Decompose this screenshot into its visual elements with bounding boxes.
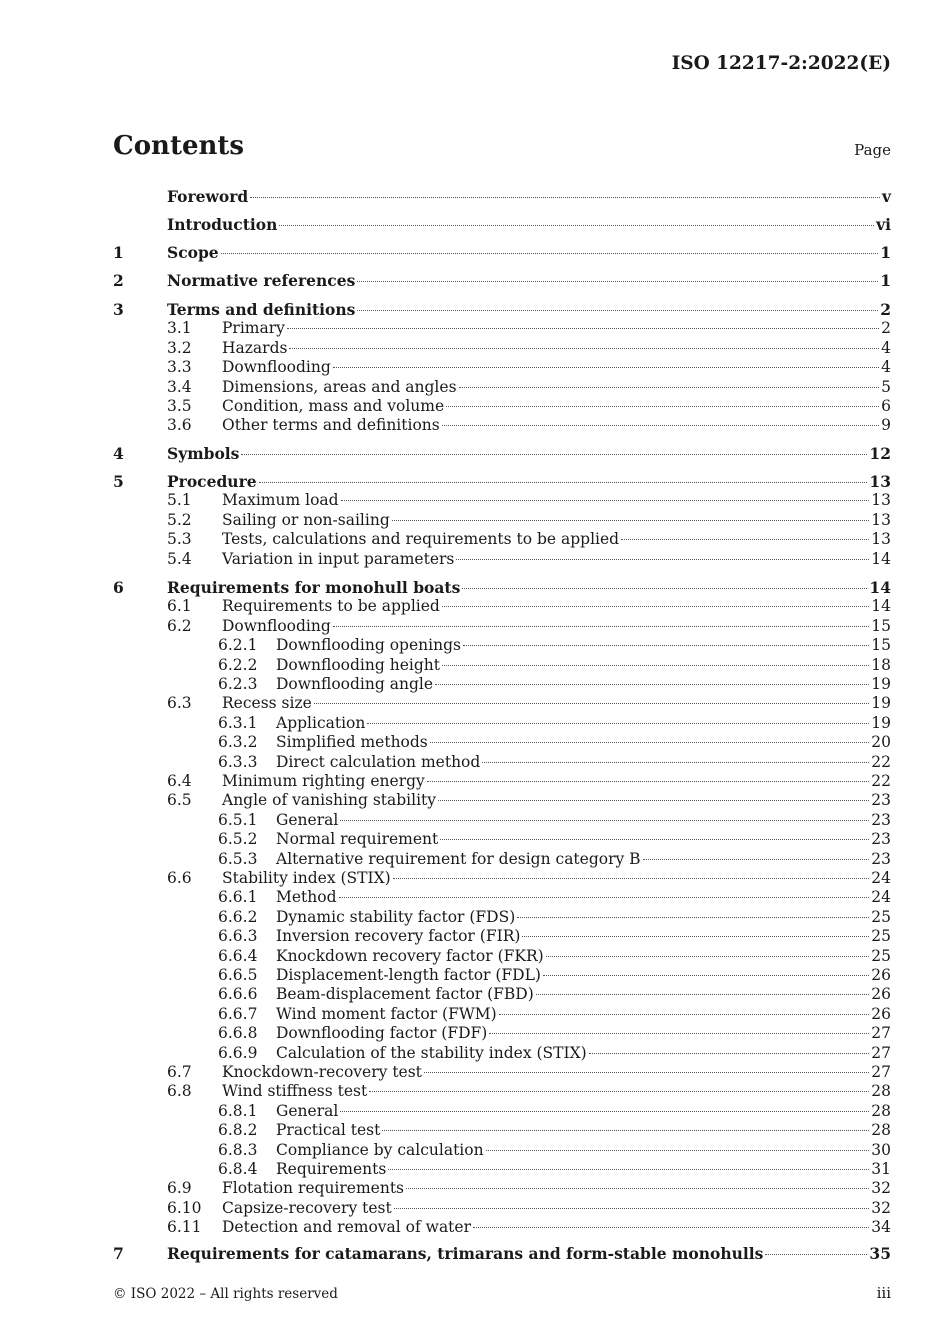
toc-entry-number: 6.6.8: [218, 1024, 258, 1043]
toc-entry-page: 28: [871, 1082, 891, 1101]
dot-leader: [543, 975, 869, 976]
dot-leader: [341, 500, 870, 501]
toc-entry[interactable]: [113, 811, 891, 830]
dot-leader: [442, 665, 869, 666]
toc-entry-title: Primary: [222, 319, 285, 338]
dot-leader: [340, 1111, 869, 1112]
toc-entry[interactable]: [113, 714, 891, 733]
toc-entry[interactable]: [113, 1160, 891, 1179]
toc-entry-number: 6.8.1: [218, 1101, 258, 1120]
toc-entry-title: Maximum load: [222, 491, 339, 510]
toc-entry-number: 5.4: [167, 549, 192, 568]
toc-entry[interactable]: [113, 1044, 891, 1063]
toc-entry[interactable]: [113, 397, 891, 416]
dot-leader: [442, 425, 879, 426]
toc-entry[interactable]: [113, 908, 891, 927]
toc-entry-number: 3.4: [167, 377, 192, 396]
toc-entry-number: 6.6.4: [218, 946, 258, 965]
toc-entry[interactable]: [113, 966, 891, 985]
toc-entry-page: 23: [871, 830, 891, 849]
toc-entry-number: 6.8: [167, 1082, 192, 1101]
toc-entry-title: Downflooding openings: [276, 636, 461, 655]
toc-entry-number: 4: [113, 444, 124, 463]
toc-entry-page: 15: [871, 616, 891, 635]
toc-entry-page: 28: [871, 1101, 891, 1120]
toc-entry-number: 6.10: [167, 1198, 202, 1217]
toc-entry-title: Requirements: [276, 1160, 387, 1178]
dot-leader: [442, 606, 869, 607]
toc-entry-number: 6.8.3: [218, 1140, 258, 1159]
dot-leader: [463, 645, 869, 646]
dot-leader: [279, 225, 874, 226]
dot-leader: [369, 1091, 869, 1092]
toc-entry-page: 28: [871, 1121, 891, 1140]
toc-entry-page: 23: [871, 791, 891, 810]
toc-entry-title: Wind stiffness test: [222, 1082, 368, 1101]
toc-entry-number: 6.5: [167, 791, 192, 810]
page-number: iii: [876, 1284, 891, 1302]
dot-leader: [394, 1208, 870, 1209]
toc-entry-number: 5: [113, 472, 124, 491]
dot-leader: [241, 454, 867, 455]
toc-entry[interactable]: [113, 947, 891, 966]
toc-entry-title: Knockdown-recovery test: [222, 1063, 422, 1081]
toc-entry[interactable]: [113, 271, 891, 290]
dot-leader: [339, 897, 870, 898]
toc-entry[interactable]: [113, 694, 891, 713]
toc-entry-number: 6.7: [167, 1063, 192, 1081]
toc-entry[interactable]: [113, 830, 891, 849]
toc-entry-page: 34: [871, 1218, 891, 1237]
toc-entry[interactable]: [113, 791, 891, 810]
toc-entry-title: Recess size: [222, 694, 312, 713]
toc-entry[interactable]: [113, 378, 891, 397]
toc-entry-page: 19: [871, 713, 891, 732]
dot-leader: [314, 703, 869, 704]
toc-entry-title: Procedure: [167, 472, 257, 491]
toc-entry-page: 14: [869, 578, 891, 597]
toc-entry-title: Variation in input parameters: [222, 549, 455, 568]
toc-entry-number: 6.6.5: [218, 966, 258, 984]
dot-leader: [482, 762, 869, 763]
toc-entry-page: 27: [871, 1043, 891, 1062]
toc-entry-number: 3.3: [167, 358, 192, 377]
toc-entry-page: 14: [871, 597, 891, 616]
toc-entry-title: Angle of vanishing stability: [222, 791, 437, 810]
dot-leader: [536, 994, 869, 995]
dot-leader: [427, 781, 869, 782]
toc-entry-number: 6.3: [167, 694, 192, 713]
dot-leader: [357, 281, 878, 282]
toc-entry-page: 15: [871, 636, 891, 655]
toc-entry-title: Application: [276, 713, 366, 732]
toc-entry-title: Wind moment factor (FWM): [276, 1004, 497, 1023]
toc-entry-number: 7: [113, 1244, 124, 1263]
toc-entry-title: Beam-displacement factor (FBD): [276, 985, 534, 1004]
toc-entry-title: Displacement-length factor (FDL): [276, 966, 541, 984]
toc-entry[interactable]: [113, 675, 891, 694]
toc-entry-number: 6.2.3: [218, 675, 258, 693]
toc-entry-title: Normative references: [167, 271, 356, 290]
toc-entry[interactable]: [113, 1102, 891, 1121]
toc-entry[interactable]: [113, 850, 891, 869]
toc-entry-page: 23: [871, 810, 891, 829]
toc-entry-number: 6.6.2: [218, 907, 258, 926]
toc-entry-page: 12: [869, 444, 891, 463]
toc-entry-title: Introduction: [167, 214, 278, 234]
toc-entry[interactable]: [113, 1244, 891, 1263]
toc-entry[interactable]: [113, 1218, 891, 1237]
dot-leader: [388, 1169, 869, 1170]
toc-entry-title: Condition, mass and volume: [222, 397, 445, 415]
toc-entry-title: Requirements for catamarans, trimarans and form-stable monohulls: [167, 1244, 764, 1263]
dot-leader: [446, 406, 879, 407]
toc-entry-title: Symbols: [167, 444, 240, 463]
toc-entry-number: 6.6.1: [218, 888, 258, 907]
toc-entry-page: 13: [871, 510, 891, 529]
toc-entry[interactable]: [113, 319, 891, 338]
toc-entry[interactable]: [113, 733, 891, 752]
toc-entry-number: 6.2.2: [218, 655, 258, 674]
toc-entry-title: Simplified methods: [276, 733, 428, 752]
toc-entry[interactable]: [113, 444, 891, 463]
toc-entry-number: 6.5.2: [218, 830, 258, 849]
toc-entry[interactable]: [113, 1005, 891, 1024]
toc-entry-page: 22: [871, 772, 891, 790]
toc-entry-title: Downflooding height: [276, 655, 440, 674]
toc-entry-number: 3.5: [167, 397, 192, 415]
toc-entry-title: Dynamic stability factor (FDS): [276, 907, 516, 926]
toc-entry[interactable]: [113, 511, 891, 530]
toc-entry[interactable]: [113, 187, 891, 206]
toc-entry-title: Alternative requirement for design category B: [276, 849, 641, 868]
dot-leader: [221, 253, 879, 254]
dot-leader: [357, 310, 878, 311]
toc-entry[interactable]: [113, 1024, 891, 1043]
toc-entry-number: 6.3.2: [218, 733, 258, 752]
dot-leader: [435, 684, 869, 685]
toc-entry-number: 6.6.6: [218, 985, 258, 1004]
toc-entry-title: Inversion recovery factor (FIR): [276, 927, 521, 946]
dot-leader: [462, 588, 867, 589]
toc-entry-title: Sailing or non-sailing: [222, 510, 390, 529]
dot-leader: [486, 1150, 870, 1151]
toc-entry-page: 2: [881, 319, 891, 338]
toc-entry-number: 2: [113, 271, 124, 290]
toc-entry[interactable]: [113, 1199, 891, 1218]
toc-entry-page: 23: [871, 849, 891, 868]
toc-entry-number: 3.6: [167, 416, 192, 435]
toc-entry-number: 3.1: [167, 319, 192, 338]
dot-leader: [289, 348, 879, 349]
toc-entry-number: 6: [113, 578, 124, 597]
toc-entry[interactable]: [113, 617, 891, 636]
dot-leader: [333, 626, 869, 627]
toc-entry-page: 4: [881, 338, 891, 357]
dot-leader: [250, 197, 880, 198]
toc-entry-page: 32: [871, 1198, 891, 1217]
toc-entry-title: Detection and removal of water: [222, 1218, 471, 1237]
toc-entry-number: 6.3.1: [218, 713, 258, 732]
toc-entry[interactable]: [113, 472, 891, 491]
toc-entry-title: Other terms and definitions: [222, 416, 440, 435]
toc-entry[interactable]: [113, 985, 891, 1004]
dot-leader: [367, 723, 869, 724]
toc-entry-title: Requirements for monohull boats: [167, 578, 461, 597]
dot-leader: [333, 367, 879, 368]
toc-entry-title: Stability index (STIX): [222, 869, 391, 887]
toc-entry-page: 1: [880, 243, 891, 262]
toc-entry-page: 9: [881, 416, 891, 435]
toc-entry-title: Terms and definitions: [167, 300, 356, 319]
toc-entry-number: 6.11: [167, 1218, 202, 1237]
toc-entry-page: 1: [880, 271, 891, 290]
toc-entry-page: 13: [869, 472, 891, 491]
toc-entry[interactable]: [113, 636, 891, 655]
toc-entry-number: 6.9: [167, 1179, 192, 1198]
toc-entry-page: 24: [871, 888, 891, 907]
toc-entry-page: 25: [871, 907, 891, 926]
toc-entry-number: 5.1: [167, 491, 192, 510]
toc-entry-number: 6.6: [167, 869, 192, 887]
toc-entry[interactable]: [113, 578, 891, 597]
toc-entry[interactable]: [113, 416, 891, 435]
toc-entry[interactable]: [113, 1141, 891, 1160]
toc-entry-page: 6: [881, 397, 891, 415]
toc-entry-title: Downflooding: [222, 616, 331, 635]
dot-leader: [392, 520, 870, 521]
dot-leader: [287, 328, 879, 329]
toc-entry-title: Capsize-recovery test: [222, 1198, 392, 1217]
toc-entry-page: 13: [871, 491, 891, 510]
toc-entry[interactable]: [113, 1063, 891, 1082]
toc-entry-page: 26: [871, 1004, 891, 1023]
toc-entry[interactable]: [113, 300, 891, 319]
toc-entry[interactable]: [113, 927, 891, 946]
toc-entry-page: 25: [871, 927, 891, 946]
toc-entry[interactable]: [113, 530, 891, 549]
toc-entry-number: 6.4: [167, 772, 192, 790]
toc-entry-page: 24: [871, 869, 891, 887]
toc-entry-title: Flotation requirements: [222, 1179, 405, 1198]
toc-entry-number: 6.6.3: [218, 927, 258, 946]
toc-entry[interactable]: [113, 243, 891, 262]
toc-entry-page: 18: [871, 655, 891, 674]
dot-leader: [489, 1033, 869, 1034]
toc-entry-page: 2: [880, 300, 891, 319]
toc-entry[interactable]: [113, 772, 891, 791]
toc-entry[interactable]: [113, 215, 891, 234]
toc-entry-title: Downflooding angle: [276, 675, 433, 693]
dot-leader: [438, 800, 869, 801]
toc-entry-title: Compliance by calculation: [276, 1140, 484, 1159]
toc-entry-title: Method: [276, 888, 337, 907]
page-column-label: Page: [854, 141, 891, 159]
toc-entry-title: General: [276, 1101, 339, 1120]
toc-entry-page: 31: [871, 1160, 891, 1178]
toc-entry-number: 6.3.3: [218, 752, 258, 771]
toc-entry-number: 6.8.2: [218, 1121, 258, 1140]
toc-entry[interactable]: [113, 753, 891, 772]
toc-entry-page: 27: [871, 1063, 891, 1081]
dot-leader: [430, 742, 870, 743]
toc-entry-title: Minimum righting energy: [222, 772, 425, 790]
dot-leader: [424, 1072, 869, 1073]
toc-entry-page: 32: [871, 1179, 891, 1198]
toc-entry-title: Hazards: [222, 338, 288, 357]
toc-entry-number: 6.5.1: [218, 810, 258, 829]
dot-leader: [382, 1130, 869, 1131]
toc-entry-number: 6.2.1: [218, 636, 258, 655]
toc-entry-page: 26: [871, 985, 891, 1004]
toc-entry[interactable]: [113, 656, 891, 675]
toc-entry-number: 6.5.3: [218, 849, 258, 868]
dot-leader: [522, 936, 869, 937]
toc-entry-title: Scope: [167, 243, 219, 262]
dot-leader: [456, 559, 869, 560]
dot-leader: [340, 820, 869, 821]
toc-entry-title: Foreword: [167, 186, 249, 206]
toc-entry-page: 19: [871, 675, 891, 693]
toc-entry-number: 3.2: [167, 338, 192, 357]
toc-entry-number: 6.6.9: [218, 1043, 258, 1062]
toc-entry[interactable]: [113, 869, 891, 888]
dot-leader: [621, 539, 869, 540]
toc-entry-page: 22: [871, 752, 891, 771]
page-title: Contents: [113, 131, 245, 161]
dot-leader: [517, 917, 869, 918]
toc-entry-number: 3: [113, 300, 124, 319]
dot-leader: [546, 956, 870, 957]
toc-entry[interactable]: [113, 491, 891, 510]
toc-entry[interactable]: [113, 888, 891, 907]
dot-leader: [473, 1227, 869, 1228]
toc-entry-number: 6.8.4: [218, 1160, 258, 1178]
toc-entry-page: 25: [871, 946, 891, 965]
toc-entry-page: 26: [871, 966, 891, 984]
dot-leader: [765, 1254, 867, 1255]
toc-entry-title: Knockdown recovery factor (FKR): [276, 946, 544, 965]
toc-entry-page: 14: [871, 549, 891, 568]
dot-leader: [406, 1188, 869, 1189]
dot-leader: [589, 1053, 870, 1054]
toc-entry[interactable]: [113, 1082, 891, 1101]
toc-entry-page: 30: [871, 1140, 891, 1159]
toc-entry-page: 4: [881, 358, 891, 377]
toc-entry-title: Dimensions, areas and angles: [222, 377, 457, 396]
toc-entry[interactable]: [113, 1121, 891, 1140]
toc-entry-title: General: [276, 810, 339, 829]
toc-entry-title: Practical test: [276, 1121, 381, 1140]
toc-entry-number: 6.1: [167, 597, 192, 616]
toc-entry[interactable]: [113, 550, 891, 569]
toc-entry[interactable]: [113, 597, 891, 616]
toc-entry-title: Calculation of the stability index (STIX): [276, 1043, 587, 1062]
toc-entry[interactable]: [113, 339, 891, 358]
toc-entry-page: 13: [871, 530, 891, 549]
toc-entry-title: Direct calculation method: [276, 752, 481, 771]
dot-leader: [643, 859, 870, 860]
toc-entry[interactable]: [113, 358, 891, 377]
toc-entry-number: 6.2: [167, 616, 192, 635]
toc-entry-page: 20: [871, 733, 891, 752]
toc-entry-number: 5.2: [167, 510, 192, 529]
toc-entry-page: 19: [871, 694, 891, 713]
toc-entry-page: 5: [881, 377, 891, 396]
toc-entry[interactable]: [113, 1179, 891, 1198]
toc-entry-number: 1: [113, 243, 124, 262]
dot-leader: [440, 839, 869, 840]
dot-leader: [499, 1014, 870, 1015]
toc-entry-page: vi: [876, 214, 891, 234]
toc-entry-title: Requirements to be applied: [222, 597, 440, 616]
dot-leader: [259, 482, 868, 483]
dot-leader: [459, 387, 880, 388]
dot-leader: [393, 878, 870, 879]
toc-entry-title: Downflooding: [222, 358, 331, 377]
toc-entry-title: Tests, calculations and requirements to be applied: [222, 530, 620, 549]
toc-entry-title: Normal requirement: [276, 830, 439, 849]
toc-entry-number: 6.6.7: [218, 1004, 258, 1023]
document-id: ISO 12217-2:2022(E): [671, 53, 891, 74]
copyright-notice: © ISO 2022 – All rights reserved: [113, 1286, 338, 1302]
toc-entry-page: 35: [869, 1244, 891, 1263]
toc-entry-page: 27: [871, 1024, 891, 1043]
toc-entry-number: 5.3: [167, 530, 192, 549]
toc-entry-title: Downflooding factor (FDF): [276, 1024, 488, 1043]
toc-entry-page: v: [881, 186, 891, 206]
